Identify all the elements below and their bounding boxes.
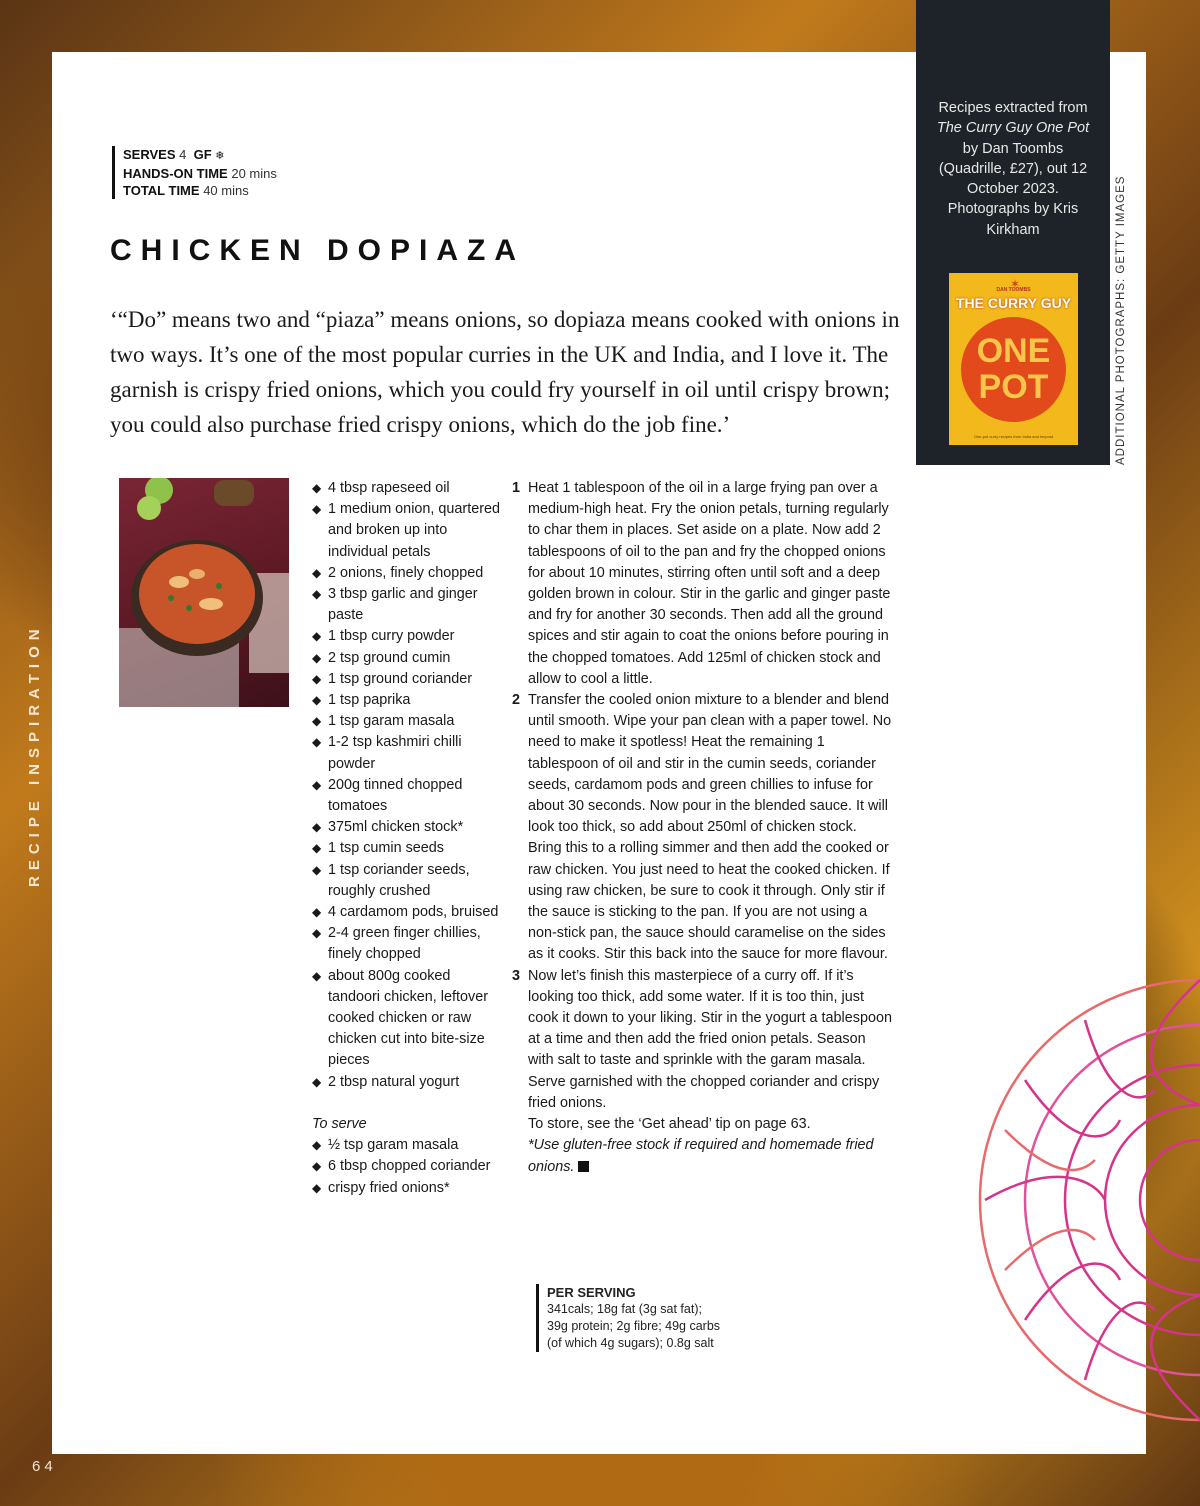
end-mark-icon [578,1161,589,1172]
section-label: RECIPE INSPIRATION [26,623,43,887]
mandala-decoration [905,890,1200,1506]
to-serve-items [312,1135,502,1199]
promo-text-after: by Dan Toombs (Quadrille, £27), out 12 October 2023. Photographs by Kris Kirkham [938,140,1088,238]
step-number: 2 [512,692,521,709]
book-cover [949,273,1078,445]
ingredient-item: ◆ 200g tinned chopped tomatoes [312,775,502,817]
ingredient-item: ◆ 4 tbsp rapeseed oil [312,478,502,499]
ingredient-item: ◆ 2 tsp ground cumin [312,648,502,669]
ingredient-item: ◆ 1 tsp garam masala [312,711,502,732]
to-serve-item: ◆ ½ tsp garam masala [312,1135,502,1156]
method-step [512,966,894,1114]
to-serve-item: ◆ crispy fried onions* [312,1178,502,1199]
method-container [512,478,894,1114]
ingredient-item: ◆ 2-4 green finger chillies, finely chopped [312,923,502,965]
recipe-meta [112,146,277,199]
to-serve-item: ◆ 6 tbsp chopped coriander [312,1156,502,1177]
nutrition-line-3: (of which 4g sugars); 0.8g salt [547,1336,714,1350]
ingredient-item: ◆ 1 tsp ground coriander [312,669,502,690]
recipe-title: CHICKEN DOPIAZA [110,234,526,267]
ingredient-item: ◆ 375ml chicken stock* [312,817,502,838]
ingredient-item: ◆ 3 tbsp garlic and ginger paste [312,584,502,626]
ingredient-item: ◆ 1-2 tsp kashmiri chilli powder [312,732,502,774]
cover-circle [961,317,1066,422]
promo-text-before: Recipes extracted from [938,100,1088,116]
ingredient-item: ◆ 2 onions, finely chopped [312,563,502,584]
step-text: Heat 1 tablespoon of the oil in a large frying pan over a medium-high heat. Fry the onion petals, turning regularly to char them in places. Set aside on a plate. Now add 2 tablespoons of oil to the pan and fry the chopped onions for about 10 minutes, stirring often until soft and a deep golden brown in colour. Stir in the garlic and ginger paste and fry for another 30 seconds. Then add all the ground spices and stir again to coat the onions before pouring in the chopped tomatoes. Add 125ml of chicken stock and allow to cool a little. [528,480,891,687]
footnote [512,1135,894,1177]
cover-pot: POT [978,368,1049,406]
serves-value: 4 [179,147,187,162]
to-serve-heading: To serve [312,1115,367,1132]
cover-one: ONE [976,332,1051,370]
ingredient-item: ◆ 1 tsp cumin seeds [312,838,502,859]
nutrition-line-2: 39g protein; 2g fibre; 49g carbs [547,1319,721,1333]
nutrition-heading: PER SERVING [547,1285,636,1300]
ingredient-item: ◆ 1 tbsp curry powder [312,626,502,647]
cover-tagline: One-pot curry recipes from India and beyond [973,434,1054,439]
gf-label: GF [193,147,212,162]
hands-on-label: HANDS-ON TIME [123,166,228,181]
sun-icon: ✶ [1010,277,1021,291]
step-text: Now let’s finish this masterpiece of a curry off. If it’s looking too thick, add some water. If it is too thin, just cook it down to your liking. Stir in the yogurt a tablespoon at a time and then add the fried onion petals. Season with salt to taste and sprinkle with the garam masala. Serve garnished with the chopped coriander and crispy fried onions. [528,967,892,1111]
hands-on-value: 20 mins [231,166,277,181]
ingredient-item: ◆ 4 cardamom pods, bruised [312,902,502,923]
ingredient-item: ◆ 1 medium onion, quartered and broken up into individual petals [312,499,502,563]
book-promo [916,0,1110,465]
method-step [512,478,894,690]
page-number: 64 [32,1458,57,1475]
method-steps [512,478,894,1178]
cover-title: THE CURRY GUY [955,295,1072,311]
ingredients-list [312,478,502,1199]
nutrition-panel [536,1284,720,1352]
serves-label: SERVES [123,147,176,162]
curry-pot-illustration [119,478,289,707]
ingredient-item: ◆ 2 tbsp natural yogurt [312,1072,502,1093]
step-number: 1 [512,480,521,496]
dish-photo [119,478,289,707]
step-number: 3 [512,967,521,984]
ingredients-items [312,478,502,1093]
recipe-intro: ‘“Do” means two and “piaza” means onions, so dopiaza means cooked with onions in two ways. It’s one of the most popular curries in the UK and India, and I love it. The garnish is crispy fried onions, which you could fry yourself in oil until crispy brown; you could also purchase fried crispy onions, which do the job fine.’ [110,307,900,437]
total-time-value: 40 mins [203,183,249,198]
photo-credit: ADDITIONAL PHOTOGRAPHS: GETTY IMAGES [1115,175,1127,465]
cover-author: DAN TOOMBS [996,287,1031,293]
ingredient-item: ◆ about 800g cooked tandoori chicken, leftover cooked chicken or raw chicken cut into bite-size pieces [312,966,502,1072]
promo-text [934,98,1092,240]
step-text: Transfer the cooled onion mixture to a blender and blend until smooth. Wipe your pan clean with a paper towel. No need to make it spotless! Heat the remaining 1 tablespoon of oil and stir in the cumin seeds, coriander seeds, cardamom pods and green chillies to infuse for about 30 seconds. Now pour in the blended sauce. It will look too thick, so add about 250ml of chicken stock. Bring this to a rolling simmer and then add the cooked or raw chicken. You just need to heat the cooked chicken. If using raw chicken, be sure to cook it through. Only stir if the sauce is sticking to the pan. If you are not using a non-stick pan, the sauce should caramelise on the sides as it cooks. Stir this back into the sauce for more flavour. [528,692,892,963]
footnote-text: *Use gluten-free stock if required and homemade fried onions. [528,1137,874,1175]
snowflake-icon: ❄ [215,150,225,162]
method-step [512,690,894,966]
ingredient-item: ◆ 1 tsp paprika [312,690,502,711]
store-tip: To store, see the ‘Get ahead’ tip on page 63. [528,1116,811,1133]
total-time-label: TOTAL TIME [123,183,200,198]
nutrition-line-1: 341cals; 18g fat (3g sat fat); [547,1302,702,1316]
ingredient-item: ◆ 1 tsp coriander seeds, roughly crushed [312,860,502,902]
promo-book-title: The Curry Guy One Pot [936,120,1090,137]
